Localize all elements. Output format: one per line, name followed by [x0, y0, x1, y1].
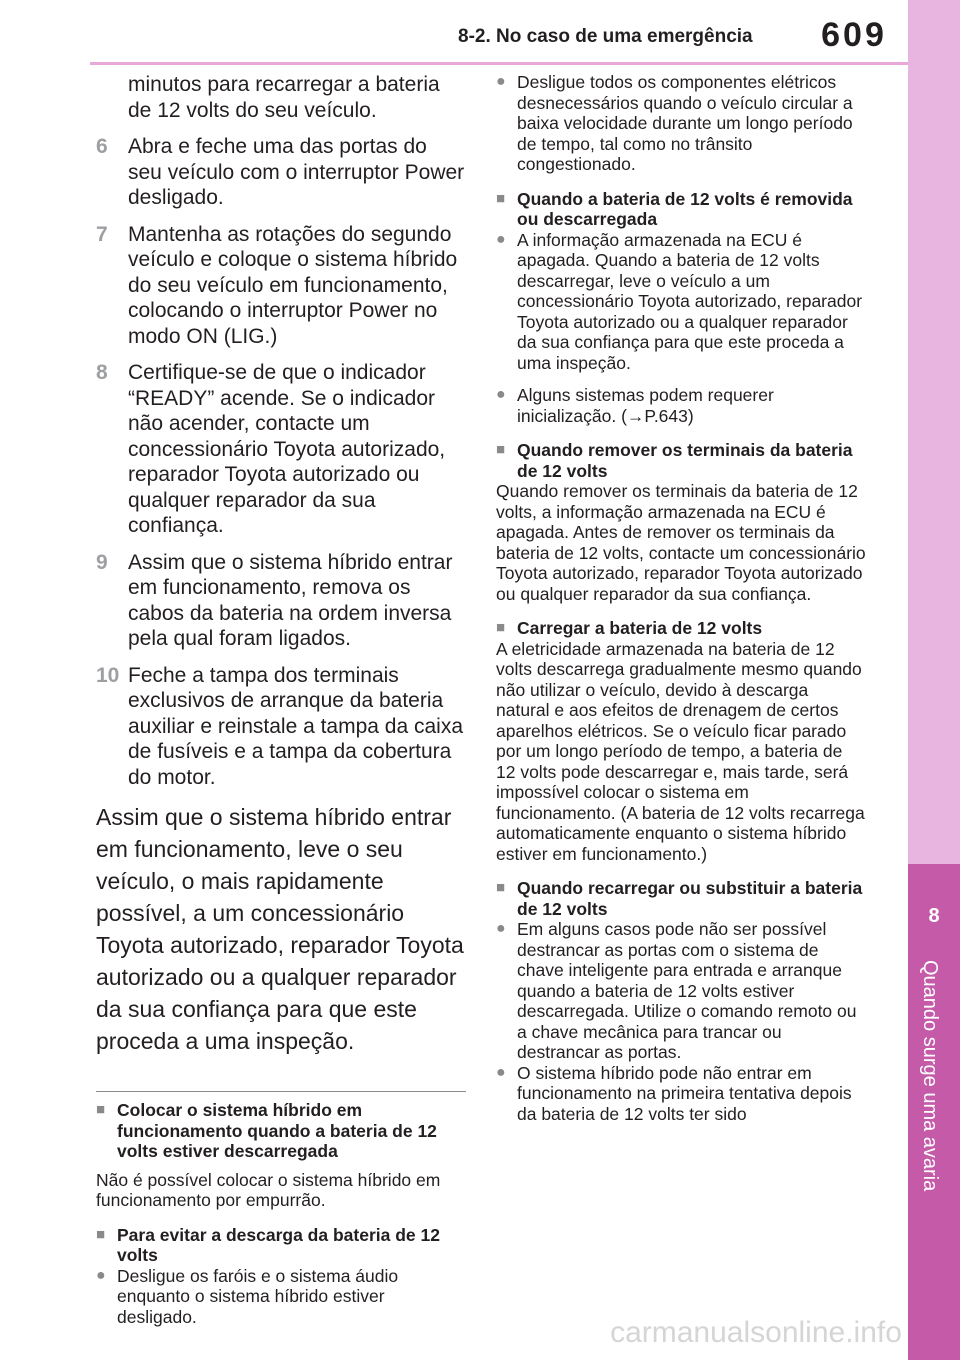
note-heading: [496, 189, 866, 230]
dot-bullet-icon: ●: [496, 920, 506, 937]
header-rule: [90, 62, 908, 65]
step-text: minutos para recarregar a bateria de 12 volts do seu veículo.: [128, 73, 440, 122]
chapter-number: 8: [928, 905, 940, 927]
dot-bullet-icon: ●: [496, 386, 506, 403]
step-number: 9: [96, 550, 108, 574]
note-bullet: [96, 1266, 466, 1328]
section-divider: [96, 1091, 466, 1092]
note-text: Quando remover os terminais da bateria de 12 volts, a informação armazenada na ECU é apagada. Antes de remover os terminais da bateria de 12 volts, contacte um concessionário Toyota autorizado, reparador Toyota autorizado ou qualquer reparador da sua confiança.: [496, 481, 866, 604]
closing-paragraph: Assim que o sistema híbrido entrar em funcionamento, leve o seu veículo, o mais rapidamente possível, a um concessionário Toyota autorizado, reparador Toyota autorizado ou a qualquer reparador da sua confiança para que este proceda a uma inspeção.: [96, 804, 464, 1054]
note-heading-text: Quando recarregar ou substituir a bateria de 12 volts: [517, 878, 863, 919]
note-heading-text: Carregar a bateria de 12 volts: [517, 618, 763, 638]
step-7: [96, 222, 466, 350]
note-heading: [96, 1100, 466, 1162]
chapter-title: Quando surge uma avaria: [919, 960, 941, 1192]
dot-bullet-icon: ●: [496, 73, 506, 90]
note-bullet: [496, 919, 866, 1063]
note-heading: [496, 618, 866, 639]
step-text: Assim que o sistema híbrido entrar em funcionamento, remova os cabos da bateria na ordem inversa pela qual foram ligados.: [128, 550, 453, 650]
watermark: carmanualsonline.info: [610, 1316, 902, 1349]
step-10: [96, 663, 466, 791]
step-9: [96, 550, 466, 652]
step-text: Certifique-se de que o indicador “READY” acende. Se o indicador não acender, contacte um concessionário Toyota autorizado, reparador Toyota autorizado ou qualquer reparador da sua confiança.: [128, 361, 446, 537]
right-column: [496, 72, 866, 1124]
square-bullet-icon: ■: [96, 1225, 106, 1243]
note-heading: [96, 1225, 466, 1266]
note-heading: [496, 878, 866, 919]
note-bullet-text: A informação armazenada na ECU é apagada. Quando a bateria de 12 volts descarregar, leve o veículo a um concessionário Toyota autorizado, reparador Toyota autorizado ou a qualquer reparador da sua confiança para que este proceda a uma inspeção.: [517, 229, 863, 373]
step-number: 7: [96, 222, 108, 246]
step-number: [96, 72, 128, 123]
section-title: 8-2. No caso de uma emergência: [458, 26, 753, 47]
dot-bullet-icon: ●: [96, 1266, 106, 1284]
square-bullet-icon: ■: [96, 1101, 106, 1118]
note-bullet: [496, 72, 866, 175]
note-heading-text: Para evitar a descarga da bateria de 12 volts: [117, 1224, 440, 1265]
page-number: 609: [821, 16, 887, 54]
note-bullet-text: Em alguns casos pode não ser possível destrancar as portas com o sistema de chave inteligente para entrada e arranque quando a bateria de 12 volts estiver descarregada. Utilize o comando remoto ou a chave mecânica para trancar ou destrancar as portas.: [517, 919, 857, 1062]
note-bullet-text: Alguns sistemas podem requerer inicialização. (→P.643): [517, 385, 774, 426]
dot-bullet-icon: ●: [496, 1063, 506, 1081]
step-continued: [96, 72, 466, 123]
note-heading-text: Quando a bateria de 12 volts é removida ou descarregada: [517, 188, 853, 229]
step-number: 8: [96, 361, 108, 384]
note-bullet-text: Desligue os faróis e o sistema áudio enquanto o sistema híbrido estiver desligado.: [117, 1265, 399, 1327]
step-6: [96, 134, 466, 211]
note-heading-text: Quando remover os terminais da bateria de 12 volts: [517, 440, 853, 481]
note-bullet: [496, 230, 866, 374]
square-bullet-icon: ■: [496, 879, 506, 896]
square-bullet-icon: ■: [496, 441, 506, 458]
note-text: A eletricidade armazenada na bateria de 12 volts descarrega gradualmente mesmo quando não utilizar o veículo, devido à descarga natural e aos efeitos de drenagem de certos aparelhos elétricos. Se o veículo ficar parado por um longo período de tempo, a bateria de 12 volts pode descarregar e, mais tarde, será impossível colocar o sistema em funcionamento. (A bateria de 12 volts recarrega automaticamente enquanto o sistema híbrido estiver em funcionamento.): [496, 638, 865, 864]
step-text: Feche a tampa dos terminais exclusivos de arranque da bateria auxiliar e reinstale a tampa da caixa de fusíveis e a tampa da cobertura do motor.: [128, 663, 464, 789]
note-heading: [496, 440, 866, 481]
step-number: 10: [96, 663, 120, 687]
note-heading-text: Colocar o sistema híbrido em funcionamento quando a bateria de 12 volts estiver descarregada: [117, 1100, 437, 1161]
note-bullet-text: Desligue todos os componentes elétricos desnecessários quando o veículo circular a baixa velocidade durante um longo período de tempo, tal como no trânsito congestionado.: [517, 72, 853, 174]
left-column: [96, 72, 466, 1327]
step-text: Mantenha as rotações do segundo veículo e coloque o sistema híbrido do seu veículo em funcionamento, colocando o interruptor Power no modo ON (LIG.): [128, 222, 458, 348]
step-number: 6: [96, 135, 108, 158]
step-8: [96, 360, 466, 539]
note-text: Não é possível colocar o sistema híbrido em funcionamento por empurrão.: [96, 1169, 441, 1210]
square-bullet-icon: ■: [496, 619, 506, 636]
dot-bullet-icon: ●: [496, 230, 506, 248]
square-bullet-icon: ■: [496, 189, 506, 207]
step-text: Abra e feche uma das portas do seu veículo com o interruptor Power desligado.: [128, 135, 465, 209]
note-bullet-text: O sistema híbrido pode não entrar em funcionamento na primeira tentativa depois da bateria de 12 volts ter sido: [517, 1062, 852, 1124]
note-bullet: [496, 385, 866, 426]
note-bullet: [496, 1063, 866, 1125]
